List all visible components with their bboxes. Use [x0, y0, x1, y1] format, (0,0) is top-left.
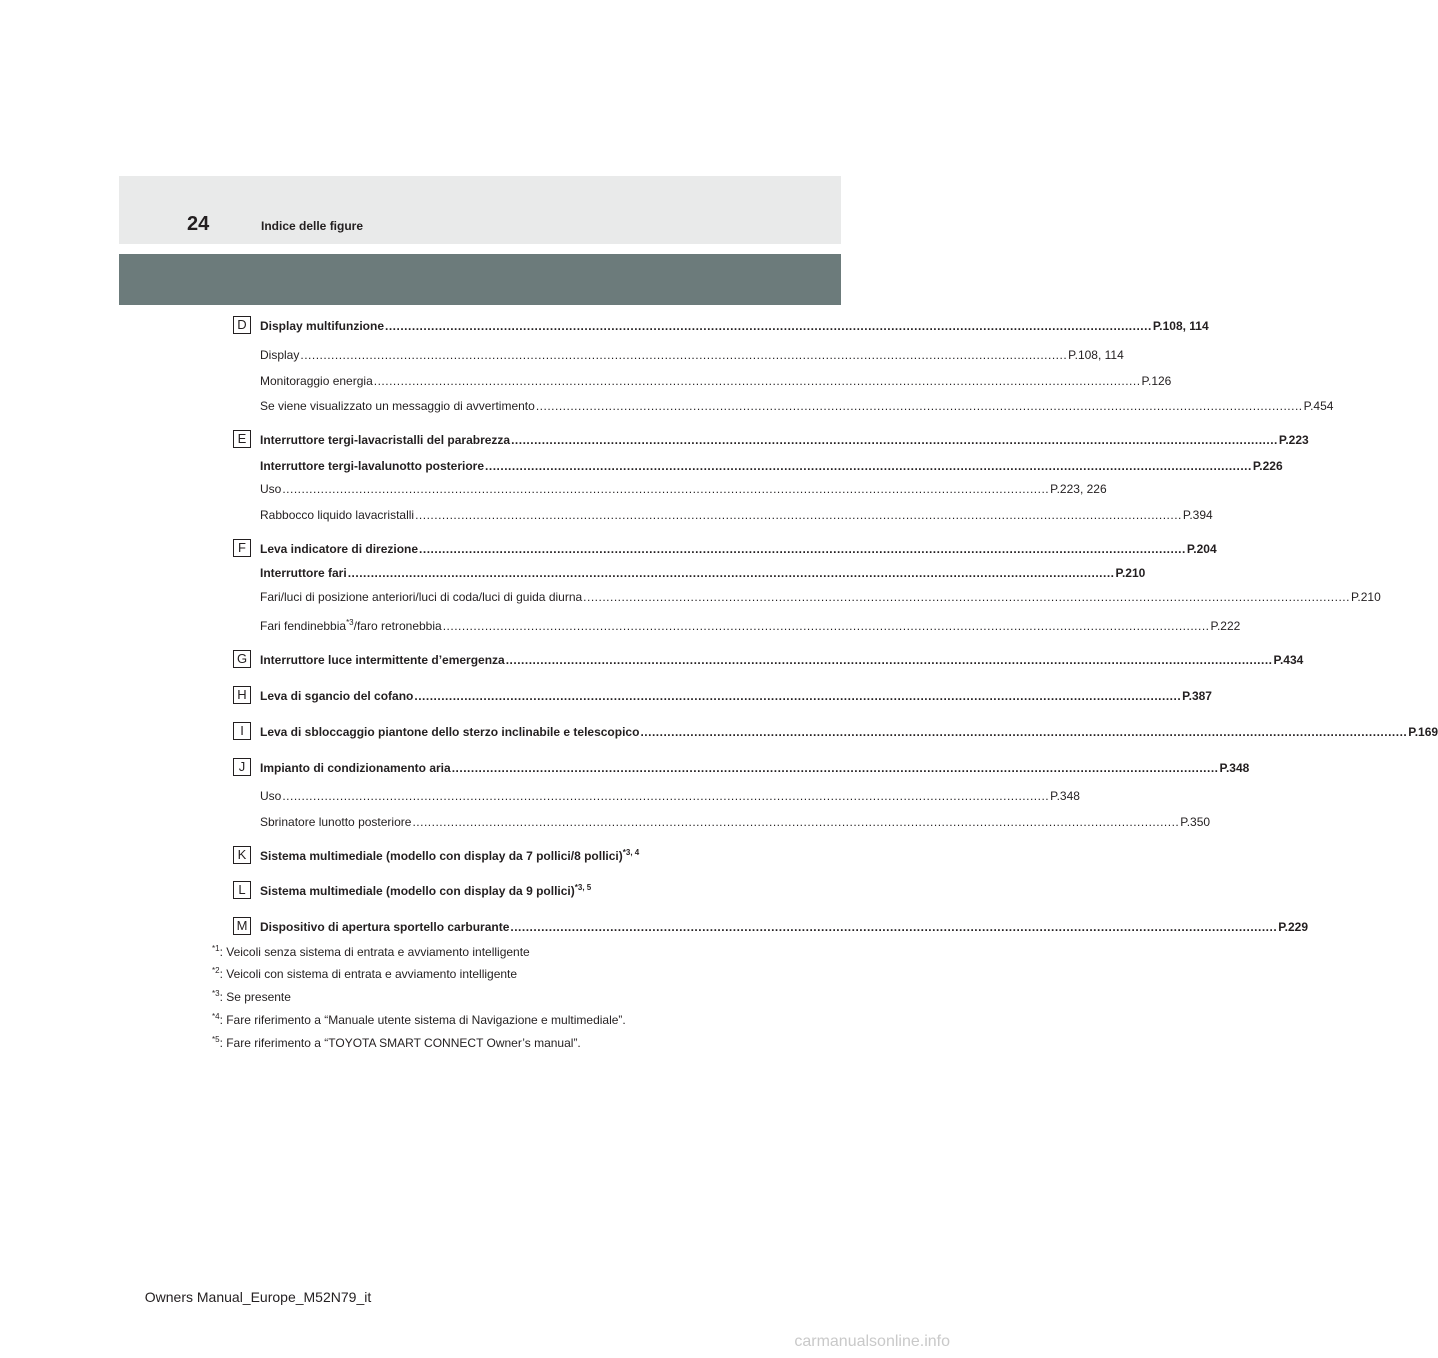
footnote-mark: *1 [212, 944, 220, 953]
footnote-text: : Veicoli con sistema di entrata e avviamento intelligente [219, 967, 518, 981]
dot-leader: ........................................................................................................................................................................................................ [414, 689, 1182, 703]
entry-label: Interruttore fari [260, 566, 347, 580]
entry-page: P.348 [1050, 789, 1080, 803]
entry-label: Interruttore tergi-lavalunotto posteriore [260, 459, 485, 473]
entry-messaggio-avvertimento[interactable] [260, 398, 1334, 414]
section-marker-d: D [233, 316, 251, 334]
footnote [212, 944, 530, 960]
entry-interruttore-fari[interactable] [260, 565, 1146, 581]
footnote-text: : Fare riferimento a “Manuale utente sistema di Navigazione e multimediale”. [219, 1013, 626, 1027]
section-marker-h: H [233, 686, 251, 704]
entry-label: Rabbocco liquido lavacristalli [260, 508, 415, 522]
entry-sbrinatore-lunotto[interactable] [260, 814, 1211, 830]
entry-multimediale-7-8[interactable] [260, 848, 723, 864]
dot-leader: ........................................................................................................................................................................................................ [412, 815, 1180, 829]
footnote [212, 1035, 581, 1051]
section-marker-g: G [233, 650, 251, 668]
entry-tergi-parabrezza[interactable] [260, 432, 1309, 448]
dot-leader: ........................................................................................................................................................................................................ [385, 319, 1152, 333]
footnote-ref: *3, 4 [622, 848, 640, 857]
entry-label: Uso [260, 789, 282, 803]
dot-leader: ........................................................................................................................................................................................................ [282, 482, 1050, 496]
entry-label [260, 848, 639, 864]
entry-label-part: Sistema multimediale (modello con display da 9 pollici) [260, 884, 575, 898]
entry-label-part: /faro retronebbia [353, 619, 442, 633]
entry-rabbocco-liquido[interactable] [260, 507, 1213, 523]
entry-page: P.223 [1278, 433, 1309, 447]
entry-display-multifunzione[interactable] [260, 318, 1209, 334]
entry-label [260, 883, 591, 899]
entry-page: P.210 [1115, 566, 1146, 580]
entry-label [260, 618, 442, 634]
dot-leader: ........................................................................................................................................................................................................ [535, 399, 1303, 413]
watermark: carmanualsonline.info [794, 1333, 950, 1350]
entry-multimediale-9[interactable] [260, 883, 723, 899]
dot-leader: ........................................................................................................................................................................................................ [485, 459, 1252, 473]
entry-page: P.387 [1182, 689, 1212, 703]
footnote [212, 1012, 626, 1028]
footnote-mark: *3 [212, 989, 220, 998]
entry-label: Uso [260, 482, 282, 496]
entry-sgancio-cofano[interactable] [260, 688, 1212, 704]
entry-label-part: Fari fendinebbia [260, 619, 347, 633]
entry-label: Impianto di condizionamento aria [260, 761, 451, 775]
dot-leader: ........................................................................................................................................................................................................ [419, 542, 1186, 556]
footnote-text: : Veicoli senza sistema di entrata e avviamento intelligente [219, 945, 530, 959]
section-marker-j: J [233, 758, 251, 776]
entry-label: Monitoraggio energia [260, 374, 373, 388]
entry-label: Leva di sgancio del cofano [260, 689, 414, 703]
entry-page: P.108, 114 [1068, 348, 1124, 362]
entry-condizionamento-aria[interactable] [260, 760, 1250, 776]
entry-label: Display [260, 348, 300, 362]
entry-page: P.454 [1303, 399, 1334, 413]
entry-page: P.350 [1180, 815, 1211, 829]
footnote-mark: *2 [212, 966, 220, 975]
dot-leader: ........................................................................................................................................................................................................ [282, 789, 1050, 803]
entry-fari-luci-posizione[interactable] [260, 589, 1381, 605]
dot-leader: ........................................................................................................................................................................................................ [510, 920, 1278, 934]
entry-uso-tergi[interactable] [260, 481, 1107, 497]
entry-label: Leva di sbloccaggio piantone dello sterzo inclinabile e telescopico [260, 725, 640, 739]
dot-leader: ........................................................................................................................................................................................................ [451, 761, 1219, 775]
entry-label: Dispositivo di apertura sportello carburante [260, 920, 510, 934]
entry-tergi-lunotto[interactable] [260, 458, 1283, 474]
entry-label-part: Sistema multimediale (modello con display da 7 pollici/8 pollici) [260, 849, 623, 863]
entry-page: P.348 [1219, 761, 1250, 775]
footnote-ref: *3, 5 [574, 883, 592, 892]
section-marker-m: M [233, 917, 251, 935]
entry-uso-condizionamento[interactable] [260, 788, 1080, 804]
entry-leva-indicatore[interactable] [260, 541, 1217, 557]
entry-page: P.222 [1210, 619, 1241, 633]
entry-page: P.169 [1408, 725, 1438, 739]
entry-page: P.210 [1350, 590, 1381, 604]
entry-display[interactable] [260, 347, 1124, 363]
entry-label: Sbrinatore lunotto posteriore [260, 815, 412, 829]
footnote-text: : Se presente [219, 990, 291, 1004]
footer-document-name: Owners Manual_Europe_M52N79_it [144, 1289, 372, 1305]
footnote-text: : Fare riferimento a “TOYOTA SMART CONNECT Owner’s manual”. [219, 1036, 581, 1050]
entry-page: P.204 [1186, 542, 1217, 556]
dot-leader: ........................................................................................................................................................................................................ [415, 508, 1182, 522]
dot-leader: ........................................................................................................................................................................................................ [373, 374, 1141, 388]
entry-page: P.229 [1278, 920, 1308, 934]
entry-sportello-carburante[interactable] [260, 919, 1308, 935]
entry-label: Display multifunzione [260, 319, 385, 333]
entry-label: Se viene visualizzato un messaggio di avvertimento [260, 399, 535, 413]
section-marker-e: E [233, 430, 251, 448]
entry-fari-fendinebbia[interactable] [260, 618, 1241, 634]
section-marker-f: F [233, 539, 251, 557]
dot-leader: ........................................................................................................................................................................................................ [300, 348, 1068, 362]
dot-leader: ........................................................................................................................................................................................................ [505, 653, 1273, 667]
dot-leader: ........................................................................................................................................................................................................ [583, 590, 1350, 604]
entry-page: P.394 [1182, 508, 1213, 522]
entry-luce-emergenza[interactable] [260, 652, 1304, 668]
entry-label: Interruttore luce intermittente d’emergenza [260, 653, 505, 667]
footnote-ref: *3 [346, 618, 354, 627]
dot-leader: ........................................................................................................................................................................................................ [347, 566, 1115, 580]
entry-label: Interruttore tergi-lavacristalli del parabrezza [260, 433, 511, 447]
section-marker-l: L [233, 881, 251, 899]
entry-piantone-sterzo[interactable] [260, 724, 1438, 740]
footnote-mark: *5 [212, 1035, 220, 1044]
entry-page: P.226 [1252, 459, 1283, 473]
entry-page: P.434 [1273, 653, 1304, 667]
page-number: 24 [187, 213, 210, 235]
entry-page: P.126 [1141, 374, 1172, 388]
footnote-mark: *4 [212, 1012, 220, 1021]
entry-label: Leva indicatore di direzione [260, 542, 419, 556]
entry-label: Fari/luci di posizione anteriori/luci di coda/luci di guida diurna [260, 590, 583, 604]
entry-page: P.223, 226 [1050, 482, 1107, 496]
section-title: Indice delle figure [261, 219, 364, 233]
entry-page: P.108, 114 [1152, 319, 1209, 333]
entry-monitoraggio-energia[interactable] [260, 373, 1172, 389]
section-marker-k: K [233, 846, 251, 864]
footnote [212, 966, 517, 982]
section-marker-i: I [233, 722, 251, 740]
footnote [212, 989, 291, 1005]
dot-leader: ........................................................................................................................................................................................................ [442, 619, 1210, 633]
dot-leader: ........................................................................................................................................................................................................ [511, 433, 1278, 447]
dot-leader: ........................................................................................................................................................................................................ [640, 725, 1408, 739]
